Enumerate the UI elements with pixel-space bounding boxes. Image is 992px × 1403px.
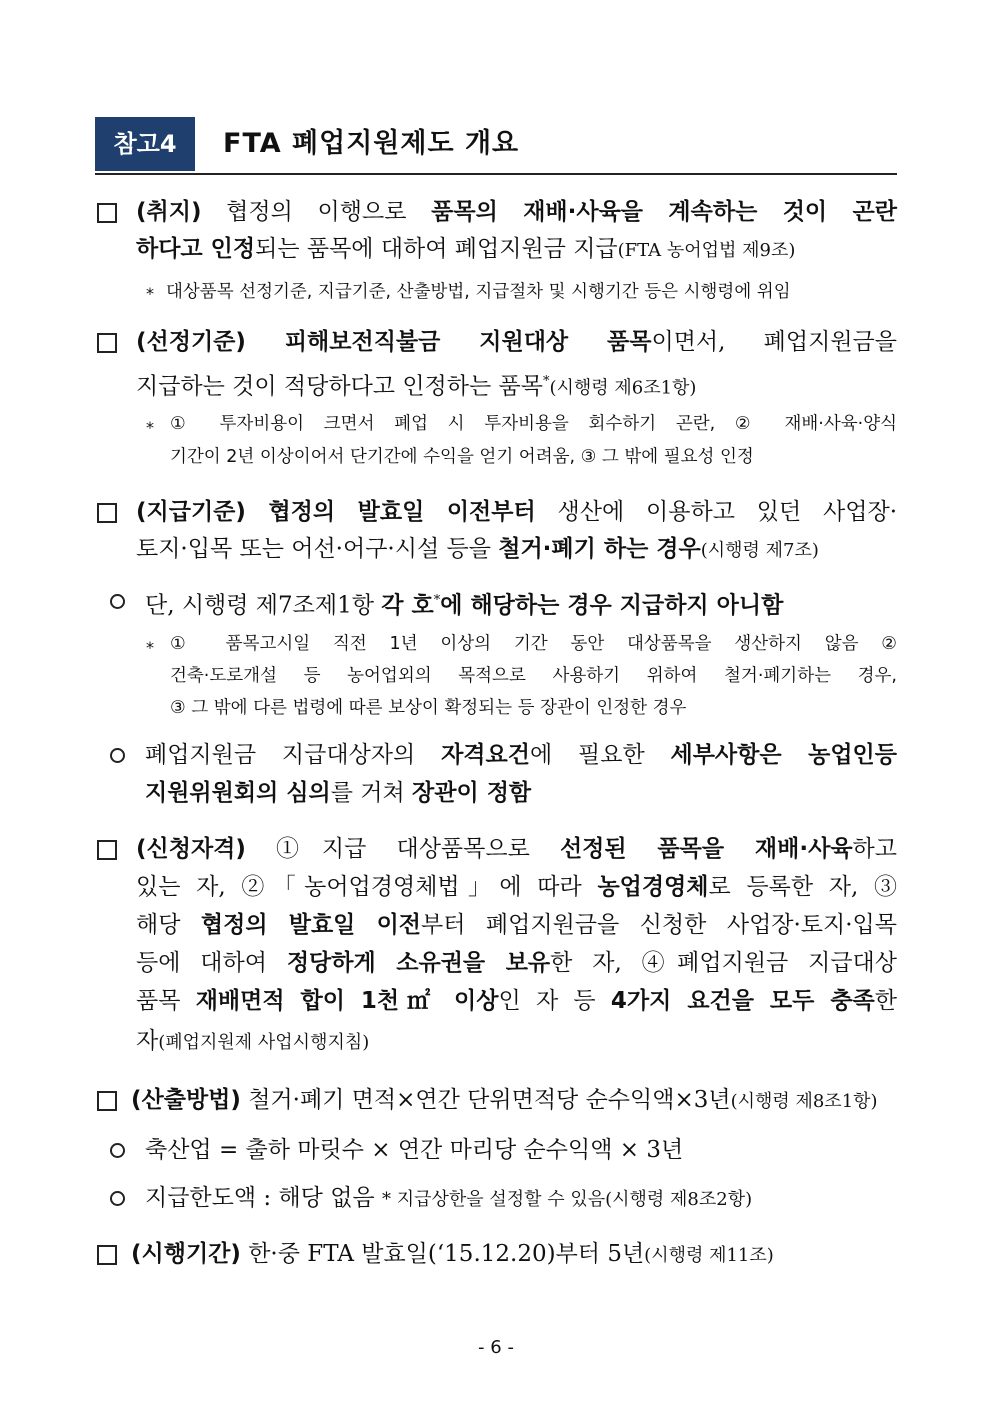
sec6-line1: (시행기간) 한·중 FTA 발효일(‘15.12.20)부터 5년(시행령 제11조): [131, 1241, 774, 1267]
circle-bullet: [110, 594, 125, 609]
sec1-note: 대상품목 선정기준, 지급기준, 산출방법, 지급절차 및 시행기간 등은 시행령에 위임: [166, 282, 791, 302]
section-header: [95, 117, 897, 175]
sec3-sub2-line1: 폐업지원금 지급대상자의 자격요건에 필요한 세부사항은 농업인등: [145, 742, 897, 768]
asterisk-icon: *: [146, 418, 154, 437]
sec4-line6: 자(폐업지원제 사업시행지침): [136, 1028, 370, 1054]
sec1-line1: (취지) 협정의 이행으로 품목의 재배·사육을 계속하는 것이 곤란: [136, 199, 897, 225]
sec3-sub2-line2: 지원위원회의 심의를 거쳐 장관이 정함: [145, 780, 532, 806]
sec3-note-line2: 건축·도로개설 등 농어업외의 목적으로 사용하기 위하여 철거·폐기하는 경우,: [170, 666, 897, 686]
checkbox-bullet: [97, 840, 117, 860]
checkbox-bullet: [97, 1091, 117, 1111]
sec5-sub2: 지급한도액 : 해당 없음 * 지급상한을 설정할 수 있음(시행령 제8조2항): [145, 1185, 753, 1211]
circle-bullet: [110, 1191, 125, 1206]
sec1-line2: 하다고 인정되는 품목에 대하여 폐업지원금 지급(FTA 농어업법 제9조): [136, 236, 796, 262]
sec2-line1: (선정기준) 피해보전직불금 지원대상 품목이면서, 폐업지원금을: [136, 329, 897, 355]
sec5-line1: (산출방법) 철거·폐기 면적×연간 단위면적당 순수익액×3년(시행령 제8조1항): [131, 1087, 878, 1113]
sec2-line2: 지급하는 것이 적당하다고 인정하는 품목*(시행령 제6조1항): [136, 373, 697, 400]
sec2-note-line1: ① 투자비용이 크면서 폐업 시 투자비용을 회수하기 곤란, ② 재배·사육·양식: [170, 414, 897, 434]
circle-bullet: [110, 748, 125, 763]
page-title: FTA 폐업지원제도 개요: [223, 128, 520, 159]
checkbox-bullet: [97, 333, 117, 353]
sec4-line1: (신청자격) ①지급 대상품목으로 선정된 품목을 재배·사육하고: [136, 836, 897, 862]
checkbox-bullet: [97, 203, 117, 223]
sec3-line2: 토지·입목 또는 어선·어구·시설 등을 철거·폐기 하는 경우(시행령 제7조): [136, 536, 819, 562]
sec5-sub1: 축산업 = 출하 마릿수 × 연간 마리당 순수익액 × 3년: [145, 1137, 684, 1163]
sec3-note-line1: ① 품목고시일 직전 1년 이상의 기간 동안 대상품목을 생산하지 않음 ②: [170, 634, 897, 654]
sec4-line3: 해당 협정의 발효일 이전부터 폐업지원금을 신청한 사업장·토지·입목: [136, 912, 897, 938]
checkbox-bullet: [97, 1245, 117, 1265]
page-number: - 6 -: [478, 1337, 514, 1358]
asterisk-icon: *: [146, 284, 154, 303]
circle-bullet: [110, 1143, 125, 1158]
sec2-note-line2: 기간이 2년 이상이어서 단기간에 수익을 얻기 어려움, ③ 그 밖에 필요성 인정: [170, 447, 754, 467]
sec3-sub1: 단, 시행령 제7조제1항 각 호*에 해당하는 경우 지급하지 아니함: [145, 592, 784, 619]
sec4-line4: 등에 대하여 정당하게 소유권을 보유한 자, ④폐업지원금 지급대상: [136, 950, 897, 976]
sec3-line1: (지급기준) 협정의 발효일 이전부터 생산에 이용하고 있던 사업장·: [136, 499, 897, 525]
sec4-line2: 있는 자, ②「농어업경영체법」에 따라 농업경영체로 등록한 자, ③: [136, 874, 898, 900]
sec3-note-line3: ③ 그 밖에 다른 법령에 따른 보상이 확정되는 등 장관이 인정한 경우: [170, 698, 687, 718]
reference-badge: 참고4: [95, 117, 195, 171]
checkbox-bullet: [97, 503, 117, 523]
asterisk-icon: *: [146, 638, 154, 657]
sec4-line5: 품목 재배면적 합이 1천㎡ 이상인 자 등 4가지 요건을 모두 충족한: [136, 988, 897, 1014]
